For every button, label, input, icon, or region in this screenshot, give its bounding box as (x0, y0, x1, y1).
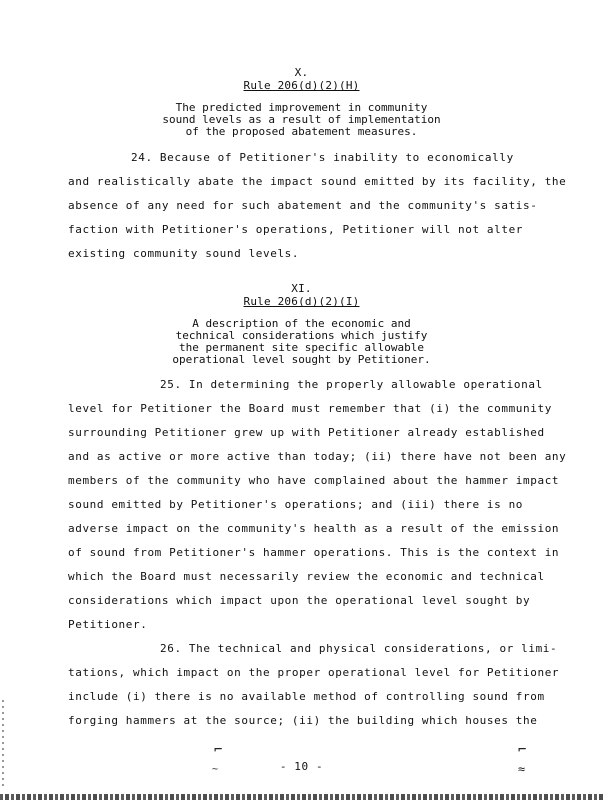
paragraph-25-line: level for Petitioner the Board must remember that (i) the community (68, 402, 552, 415)
section-xi-rule (0, 295, 603, 308)
paragraph-24-line: and realistically abate the impact sound emitted by its facility, the (68, 175, 567, 188)
paragraph-25-line: adverse impact on the community's health as a result of the emission (68, 522, 560, 535)
section-x-rule (0, 79, 603, 92)
section-x-rule-text: Rule 206(d)(2)(H) (243, 79, 360, 92)
paragraph-25-line: members of the community who have complained about the hammer impact (68, 474, 560, 487)
paragraph-25-line: sound emitted by Petitioner's operations; and (iii) there is no (68, 498, 524, 511)
paragraph-25-line: and as active or more active than today; (ii) there have not been any (68, 450, 567, 463)
paragraph-25-line: which the Board must necessarily review the economic and technical (68, 570, 545, 583)
section-xi-rule-text: Rule 206(d)(2)(I) (243, 295, 360, 308)
paragraph-25-line: considerations which impact upon the operational level sought by (68, 594, 531, 607)
scan-edge-noise (2, 700, 4, 790)
paragraph-26-line: tations, which impact on the proper operational level for Petitioner (68, 666, 560, 679)
paragraph-25-line: surrounding Petitioner grew up with Petitioner already established (68, 426, 545, 439)
paragraph-24-line: absence of any need for such abatement and the community's satis- (68, 199, 538, 212)
section-x-title-line: sound levels as a result of implementation (162, 113, 441, 126)
paragraph-24-line: 24. Because of Petitioner's inability to economically (131, 151, 514, 164)
section-xi-title-line: the permanent site specific allowable (178, 341, 425, 354)
paragraph-26-line: 26. The technical and physical considerations, or limi- (160, 642, 558, 655)
section-x-title-line: The predicted improvement in community (175, 101, 428, 114)
paragraph-25-line: Petitioner. (68, 618, 148, 631)
page-number: - 10 - (279, 760, 324, 773)
section-x-numeral: X. (294, 66, 309, 79)
paragraph-26-line: forging hammers at the source; (ii) the building which houses the (68, 714, 538, 727)
ink-mark-icon: ⌐ (518, 742, 527, 758)
scan-bottom-noise (0, 794, 603, 800)
section-x-title-line: of the proposed abatement measures. (185, 125, 418, 138)
paragraph-26-line: include (i) there is no available method of controlling sound from (68, 690, 545, 703)
paragraph-25-line: of sound from Petitioner's hammer operations. This is the context in (68, 546, 560, 559)
section-xi-title-line: A description of the economic and (192, 317, 411, 330)
ink-mark-icon: ⌐ (214, 742, 223, 758)
ink-mark-icon: ~ (212, 764, 219, 775)
paragraph-25-line: 25. In determining the properly allowable operational (160, 378, 543, 391)
section-xi-numeral: XI. (291, 282, 312, 295)
paragraph-24-line: existing community sound levels. (68, 247, 300, 260)
ink-mark-icon: ≈ (518, 762, 526, 776)
paragraph-24-line: faction with Petitioner's operations, Petitioner will not alter (68, 223, 524, 236)
section-xi-title-line: technical considerations which justify (175, 329, 428, 342)
section-xi-title-line: operational level sought by Petitioner. (172, 353, 431, 366)
